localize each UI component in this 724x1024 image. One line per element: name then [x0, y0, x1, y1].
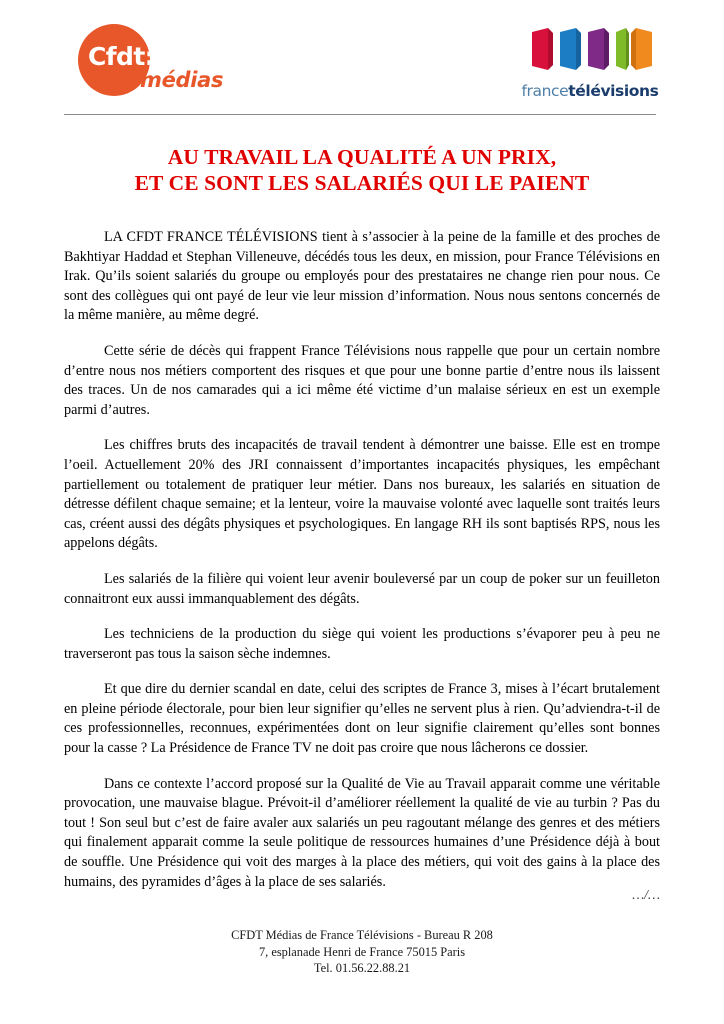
- footer-phone: Tel. 01.56.22.88.21: [313, 961, 411, 975]
- ftv-word-france: france: [521, 82, 569, 100]
- header-divider-rule: [64, 114, 656, 115]
- continuation-marker: …/…: [632, 887, 660, 902]
- page-title-line-2: ET CE SONT LES SALARIÉS QUI LE PAIENT: [134, 171, 590, 195]
- document-footer: [64, 927, 660, 977]
- cfdt-medias-subtitle: médias: [140, 68, 224, 92]
- body-paragraph: Les techniciens de la production du siège qui voient les productions s’évaporer peu à peu ne traverseront pas tous la saison sèche indemnes.: [64, 626, 660, 662]
- ftv-marks-icon: [530, 26, 654, 72]
- document-body: [64, 228, 660, 892]
- ftv-word-televisions: télévisions: [568, 82, 659, 100]
- body-paragraph: Les chiffres bruts des incapacités de travail tendent à démontrer une baisse. Elle est en trompe l’oeil. Actuellement 20% des JRI connaissent d’importantes incapacités physiques, les empêchant partiellement ou totalement de pratiquer leur métier. Dans nos bureaux, les salariés en situation de détresse défilent chaque semaine; et la lenteur, voire la mauvaise volonté avec laquelle sont traités leurs cas, créent aussi des dégâts physiques et psychologiques. En langage RH ils sont baptisés RPS, nous les appelons dégâts.: [64, 437, 660, 552]
- footer-address: 7, esplanade Henri de France 75015 Paris: [258, 944, 466, 959]
- body-paragraph: LA CFDT FRANCE TÉLÉVISIONS tient à s’associer à la peine de la famille et des proches de Bakhtiyar Haddad et Stephan Villeneuve, décédés tous les deux, en mission, pour France Télévisions en Irak. Qu’ils soient salariés du groupe ou employés pour des prestataires ne change rien pour nous. Ce sont des collègues qui ont payé de leur vie leur mission d’information. Nous nous sentons concernés de la même manière, au même degré.: [64, 229, 660, 324]
- body-paragraph: Les salariés de la filière qui voient leur avenir bouleversé par un coup de poker sur un feuilleton connaitront eux aussi immanquablement des dégâts.: [64, 570, 660, 607]
- cfdt-wordmark: Cfdt:: [88, 42, 155, 71]
- body-paragraph: Et que dire du dernier scandal en date, celui des scriptes de France 3, mises à l’écart brutalement en pleine période électorale, pour bien leur signifier qu’elles ne servent plus à rien. Qu’adviendra-t-il de ces professionnelles, reconnues, expérimentées dont on leur signifie clairement qu’elles sont bonnes pour la casse ? La Présidence de France TV ne doit pas croire que nous lâcherons ce dossier.: [64, 681, 660, 757]
- body-paragraph: Dans ce contexte l’accord proposé sur la Qualité de Vie au Travail apparait comme une véritable provocation, une mauvaise blague. Prévoit-il d’améliorer réellement la qualité de vie au turbin ? Pas du tout ! Son seul but c’est de faire avaler aux salariés un peu ragoutant mélange des genres et des métiers qui finalement apparait comme la seule politique de ressources humaines d’une Présidence déjà à bout de souffle. Une Présidence qui voit des marges à la place des métiers, qui voit des gains à la place des humains, des pyramides d’âges à la place de ses salariés.: [64, 775, 660, 890]
- page-title: [64, 144, 660, 196]
- page-title-line-1: AU TRAVAIL LA QUALITÉ A UN PRIX,: [167, 145, 557, 169]
- body-paragraph: Cette série de décès qui frappent France Télévisions nous rappelle que pour un certain nombre d’entre nous nos métiers comportent des risques et que pour une bonne partie d’entre nous ils laissent des traces. Un de nos camarades qui a ici même été victime d’un malaise sérieux en est un exemple parmi d’autres.: [64, 342, 660, 418]
- ftv-wordmark: [520, 82, 660, 100]
- france-televisions-logo: [520, 26, 660, 100]
- footer-organization: CFDT Médias de France Télévisions - Bureau R 208: [231, 928, 493, 942]
- cfdt-medias-logo: [78, 24, 266, 102]
- document-header: [0, 0, 724, 108]
